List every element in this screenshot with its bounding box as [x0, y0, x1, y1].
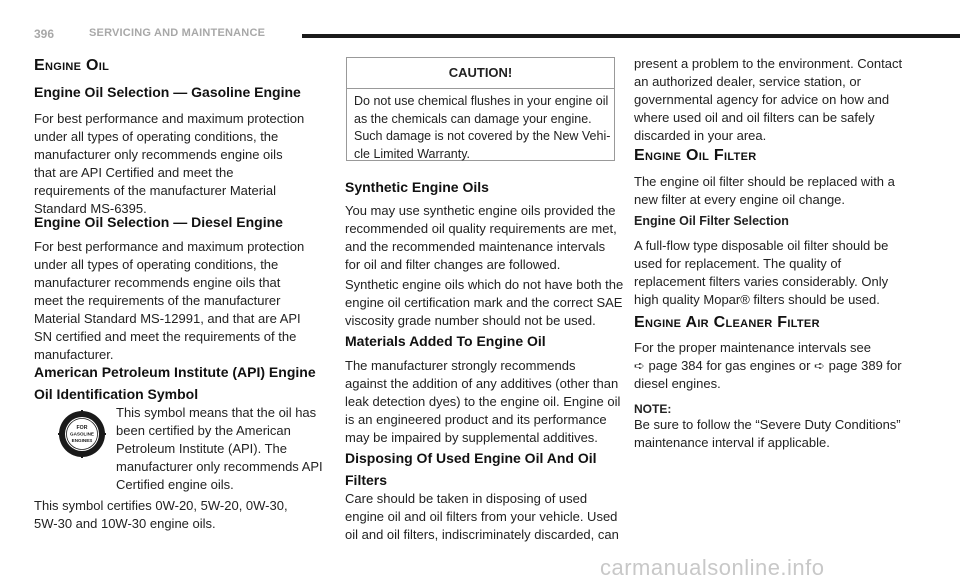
page-header	[34, 27, 960, 41]
page-389-link[interactable]: page 389 for	[828, 358, 902, 373]
note-label: NOTE:	[634, 402, 672, 416]
synthetic-oils-paragraph-2: Synthetic engine oils which do not have both the engine oil certification mark and the correct SAE viscosity grade number should not be used.	[345, 277, 624, 328]
oil-filter-selection-heading: Engine Oil Filter Selection	[634, 214, 789, 228]
api-symbol-heading: American Petroleum Institute (API) Engine Oil Identification Symbol	[34, 364, 316, 402]
caution-title: CAUTION!	[347, 58, 614, 89]
synthetic-oils-paragraph-1: You may use synthetic engine oils provided the recommended oil quality requirements are met, and the recommended maintenance intervals for oil and filter changes are followed.	[345, 203, 617, 272]
note-paragraph: Be sure to follow the “Severe Duty Conditions” maintenance interval if applicable.	[634, 417, 901, 450]
gas-engine-paragraph: For best performance and maximum protection under all types of operating conditions, the manufacturer only recommends engine oils that are API Certified and meet the requirements of the manufacturer Material Standard MS-6395.	[34, 111, 305, 216]
svg-text:GASOLINE: GASOLINE	[70, 431, 94, 437]
additives-paragraph: The manufacturer strongly recommends against the addition of any additives (other than leak detection dyes) to the engine oil. Engine oil is an engineered product and its performance may be impaired by supplemental additives.	[345, 358, 621, 445]
svg-text:FOR: FOR	[76, 425, 88, 431]
certified-oils-paragraph: This symbol certifies 0W-20, 5W-20, 0W-30, 5W-30 and 10W-30 engine oils.	[34, 498, 288, 531]
page-reference-arrow-icon: ➪	[634, 358, 645, 373]
air-cleaner-paragraph: For the proper maintenance intervals see ➪ page 384 for gas engines or ➪ page 389 for diesel engines.	[634, 340, 902, 391]
additives-heading: Materials Added To Engine Oil	[345, 333, 546, 349]
disposing-heading: Disposing Of Used Engine Oil And Oil Filters	[345, 450, 597, 488]
synthetic-oils-heading: Synthetic Engine Oils	[345, 179, 489, 195]
disposing-paragraph: Care should be taken in disposing of used engine oil and oil filters from your vehicle. Used oil and oil filters, indiscriminately discarded, can	[345, 491, 619, 542]
page-reference-arrow-icon: ➪	[814, 358, 825, 373]
watermark: carmanualsonline.info	[600, 555, 825, 580]
api-certification-symbol-icon	[58, 410, 106, 458]
diesel-engine-heading: Engine Oil Selection — Diesel Engine	[34, 214, 283, 230]
caution-box	[346, 57, 615, 161]
engine-oil-title: Engine Oil	[34, 57, 110, 74]
disposing-paragraph-continued: present a problem to the environment. Contact an authorized dealer, service station, or governmental agency for advice on how and where used oil and oil filters can be safely discarded in your area.	[634, 56, 903, 143]
diesel-engine-paragraph: For best performance and maximum protection under all types of operating conditions, the manufacturer recommends engine oils that meet the requirements of the manufacturer Material Standard MS-12991, and that are API SN certified and meet the requirements of the manufacturer.	[34, 239, 305, 362]
oil-filter-title: Engine Oil Filter	[634, 147, 757, 164]
section-title: SERVICING AND MAINTENANCE	[89, 27, 266, 39]
air-cleaner-filter-title: Engine Air Cleaner Filter	[634, 314, 820, 331]
page-number: 396	[34, 27, 55, 41]
header-rule	[302, 34, 960, 38]
caution-text: Do not use chemical flushes in your engine oil as the chemicals can damage your engine. Such damage is not covered by the New Vehi- cle Limited Warranty.	[354, 94, 611, 161]
svg-text:ENGINES: ENGINES	[71, 438, 93, 443]
gas-engine-heading: Engine Oil Selection — Gasoline Engine	[34, 84, 301, 100]
oil-filter-paragraph: The engine oil filter should be replaced with a new filter at every engine oil change.	[634, 174, 895, 207]
oil-filter-selection-paragraph: A full-flow type disposable oil filter should be used for replacement. The quality of replacement filters varies considerably. Only high quality Mopar® filters should be used.	[634, 238, 889, 307]
api-symbol-paragraph: This symbol means that the oil has been certified by the American Petroleum Institute (API). The manufacturer only recommends API Certified engine oils.	[116, 405, 323, 492]
page-384-link[interactable]: page 384 for gas engines or	[648, 358, 811, 373]
